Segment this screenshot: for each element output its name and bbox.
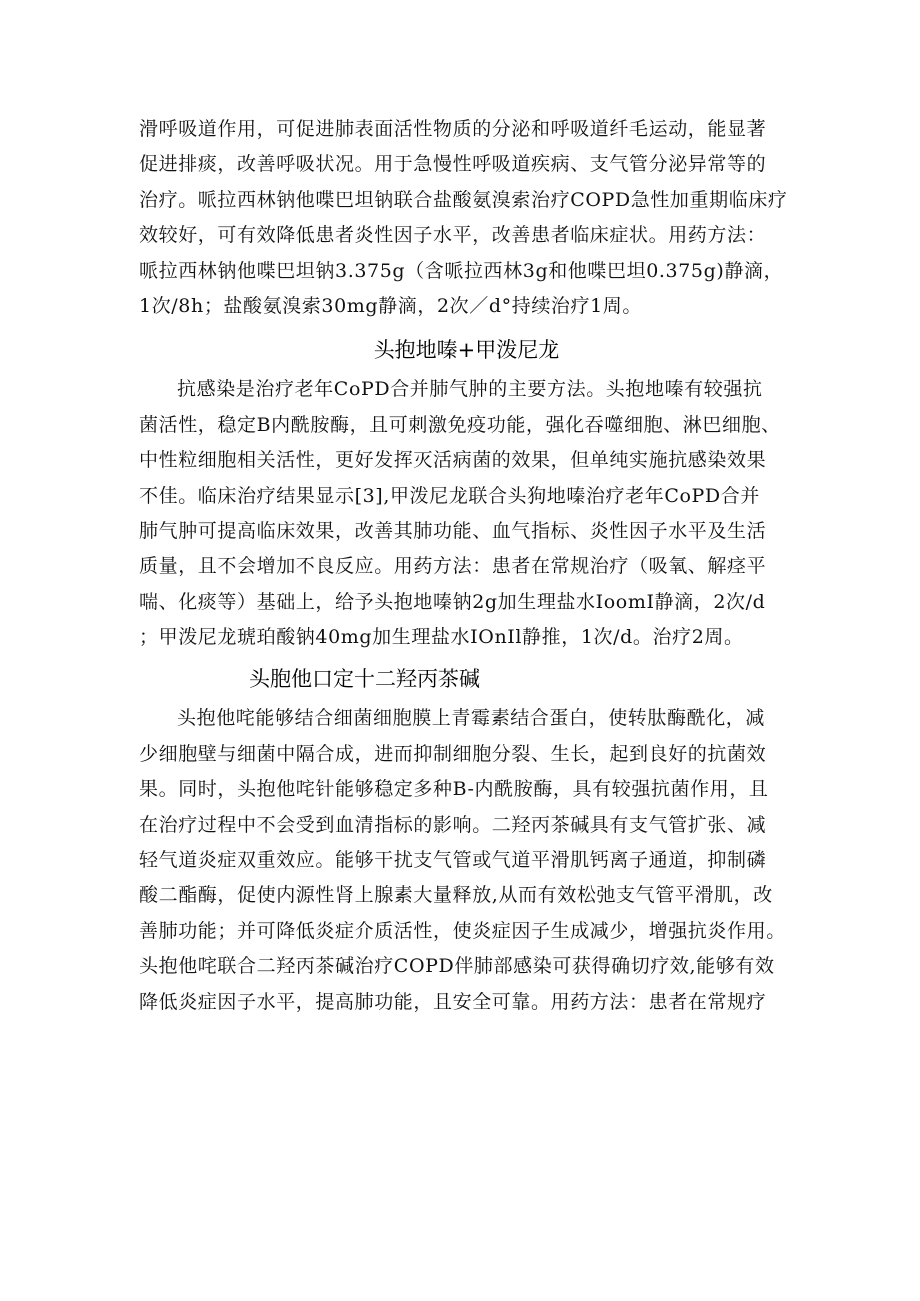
text-line: 少细胞壁与细菌中隔合成，进而抑制细胞分裂、生长，起到良好的抗菌效 xyxy=(139,742,767,765)
section-intro-paragraph xyxy=(139,112,794,324)
text-line: 效较好，可有效降低患者炎性因子水平，改善患者临床症状。用药方法： xyxy=(139,224,767,247)
text-line: 酸二酯酶，促使内源性肾上腺素大量释放,从而有效松弛支气管平滑肌，改 xyxy=(139,884,773,907)
text-line: 质量，且不会增加不良反应。用药方法：患者在常规治疗（吸氧、解痉平 xyxy=(139,555,767,578)
text-line: 哌拉西林钠他喋巴坦钠3.375g（含哌拉西林3g和他喋巴坦0.375g)静滴， xyxy=(139,259,784,282)
text-line: 肺气肿可提高临床效果，改善其肺功能、血气指标、炎性因子水平及生活 xyxy=(139,519,767,542)
text-line: 轻气道炎症双重效应。能够干扰支气管或气道平滑肌钙离子通道，抑制磷 xyxy=(139,849,767,872)
text-line: 不佳。临床治疗结果显示[3],甲泼尼龙联合头狗地嗪治疗老年CoPD合并 xyxy=(139,484,760,507)
document-page xyxy=(139,112,794,1020)
text-line: 在治疗过程中不会受到血清指标的影响。二羟丙茶碱具有支气管扩张、减 xyxy=(139,813,767,836)
text-line: 果。同时，头抱他咤针能够稳定多种B-内酰胺酶，具有较强抗菌作用，且 xyxy=(139,778,769,801)
text-line: 头抱他咤能够结合细菌细胞膜上青霉素结合蛋白，使转肽酶酰化，减 xyxy=(177,707,766,730)
text-line: 1次/8h；盐酸氨溴索30mg静滴，2次／d°持续治疗1周。 xyxy=(139,294,643,317)
text-line: 滑呼吸道作用，可促进肺表面活性物质的分泌和呼吸道纤毛运动，能显著 xyxy=(139,118,767,140)
text-line: 促进排痰，改善呼吸状况。用于急慢性呼吸道疾病、支气管分泌异常等的 xyxy=(139,153,767,176)
section-3-heading: 头胞他口定十二羟丙茶碱 xyxy=(249,667,480,692)
section-2-heading: 头抱地嗪+甲泼尼龙 xyxy=(373,338,560,363)
text-line: 喘、化痰等）基础上，给予头抱地嗪钠2g加生理盐水IoomI静滴，2次/d xyxy=(139,590,766,613)
text-line: 善肺功能；并可降低炎症介质活性，使炎症因子生成减少，增强抗炎作用。 xyxy=(139,919,786,942)
text-line: 降低炎症因子水平，提高肺功能，且安全可靠。用药方法：患者在常规疗 xyxy=(139,990,767,1013)
text-line: 菌活性，稳定B内酰胺酶，且可刺激免疫功能，强化吞噬细胞、淋巴细胞、 xyxy=(139,413,781,436)
section-3-paragraph xyxy=(139,701,794,1020)
section-2-paragraph xyxy=(139,372,794,655)
text-line: ；甲泼尼龙琥珀酸钠40mg加生理盐水IOnIl静推，1次/d。治疗2周。 xyxy=(139,626,744,649)
text-line: 中性粒细胞相关活性，更好发挥灭活病菌的效果，但单纯实施抗感染效果 xyxy=(139,449,767,472)
text-line: 抗感染是治疗老年CoPD合并肺气肿的主要方法。头抱地嗪有较强抗 xyxy=(177,378,763,401)
text-line: 头抱他咤联合二羟丙茶碱治疗COPD伴肺部感染可获得确切疗效,能够有效 xyxy=(139,955,775,978)
text-line: 治疗。哌拉西林钠他喋巴坦钠联合盐酸氨溴索治疗COPD急性加重期临床疗 xyxy=(139,188,788,211)
